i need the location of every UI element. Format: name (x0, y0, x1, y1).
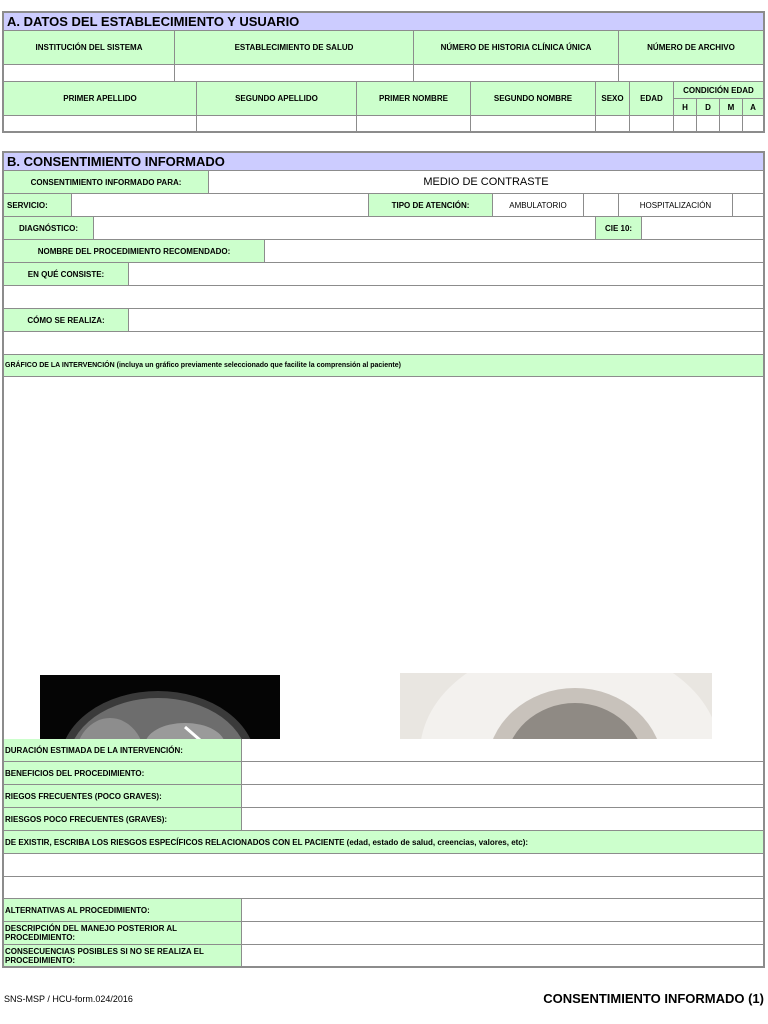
condicion-m-field[interactable] (720, 116, 743, 131)
diagnostico-field[interactable] (94, 217, 596, 240)
en-que-consiste-label: EN QUÉ CONSISTE: (4, 263, 129, 286)
establecimiento-field[interactable] (175, 65, 414, 82)
historia-clinica-header: NÚMERO DE HISTORIA CLÍNICA ÚNICA (414, 31, 619, 65)
riesgos-especificos-field-1[interactable] (4, 854, 763, 877)
section-b-title: B. CONSENTIMIENTO INFORMADO (4, 153, 763, 171)
primer-apellido-header: PRIMER APELLIDO (4, 82, 197, 116)
section-b (2, 151, 765, 968)
en-que-consiste-field[interactable] (129, 263, 763, 286)
condicion-d-field[interactable] (697, 116, 720, 131)
numero-archivo-header: NÚMERO DE ARCHIVO (619, 31, 763, 65)
procedimiento-label: NOMBRE DEL PROCEDIMIENTO RECOMENDADO: (4, 240, 265, 263)
diagnostico-label: DIAGNÓSTICO: (4, 217, 94, 240)
sexo-field[interactable] (596, 116, 630, 131)
servicio-field[interactable] (72, 194, 369, 217)
condicion-h-field[interactable] (674, 116, 697, 131)
tipo-atencion-label: TIPO DE ATENCIÓN: (369, 194, 493, 217)
historia-clinica-field[interactable] (414, 65, 619, 82)
cie-label: CIE 10: (596, 217, 642, 240)
como-se-realiza-label: CÓMO SE REALIZA: (4, 309, 129, 332)
page-title: CONSENTIMIENTO INFORMADO (1) (543, 991, 764, 1006)
section-a (2, 11, 765, 133)
edad-header: EDAD (630, 82, 674, 116)
consent-para-value[interactable]: MEDIO DE CONTRASTE (209, 171, 763, 194)
numero-archivo-field[interactable] (619, 65, 763, 82)
consecuencias-field[interactable] (242, 945, 763, 966)
condicion-m: M (720, 99, 743, 116)
establecimiento-header: ESTABLECIMIENTO DE SALUD (175, 31, 414, 65)
alternativas-field[interactable] (242, 899, 763, 922)
primer-nombre-header: PRIMER NOMBRE (357, 82, 471, 116)
riesgos-poco-frecuentes-label: RIESGOS POCO FRECUENTES (GRAVES): (4, 808, 242, 831)
segundo-nombre-field[interactable] (471, 116, 596, 131)
riesgos-frecuentes-label: RIEGOS FRECUENTES (POCO GRAVES): (4, 785, 242, 808)
riesgos-poco-frecuentes-field[interactable] (242, 808, 763, 831)
sexo-header: SEXO (596, 82, 630, 116)
condicion-a: A (743, 99, 763, 116)
beneficios-label: BENEFICIOS DEL PROCEDIMIENTO: (4, 762, 242, 785)
section-a-title: A. DATOS DEL ESTABLECIMIENTO Y USUARIO (4, 13, 763, 31)
servicio-label: SERVICIO: (4, 194, 72, 217)
riesgos-especificos-label: DE EXISTIR, ESCRIBA LOS RIESGOS ESPECÍFICOS RELACIONADOS CON EL PACIENTE (edad, estado de salud, creencias, valores, etc): (4, 831, 763, 854)
en-que-consiste-field-2[interactable] (4, 286, 763, 309)
primer-apellido-field[interactable] (4, 116, 197, 131)
riesgos-frecuentes-field[interactable] (242, 785, 763, 808)
grafico-area (4, 377, 763, 741)
segundo-apellido-header: SEGUNDO APELLIDO (197, 82, 357, 116)
hospitalizacion-label: HOSPITALIZACIÓN (619, 194, 733, 217)
ambulatorio-checkbox[interactable] (584, 194, 619, 217)
primer-nombre-field[interactable] (357, 116, 471, 131)
como-se-realiza-field-2[interactable] (4, 332, 763, 355)
institucion-header: INSTITUCIÓN DEL SISTEMA (4, 31, 175, 65)
cie-field[interactable] (642, 217, 763, 240)
hospitalizacion-checkbox[interactable] (733, 194, 763, 217)
como-se-realiza-field[interactable] (129, 309, 763, 332)
condicion-h: H (674, 99, 697, 116)
institucion-field[interactable] (4, 65, 175, 82)
condicion-d: D (697, 99, 720, 116)
riesgos-especificos-field-2[interactable] (4, 877, 763, 899)
condicion-a-field[interactable] (743, 116, 763, 131)
segundo-apellido-field[interactable] (197, 116, 357, 131)
consent-para-label: CONSENTIMIENTO INFORMADO PARA: (4, 171, 209, 194)
duracion-label: DURACIÓN ESTIMADA DE LA INTERVENCIÓN: (4, 739, 242, 762)
manejo-posterior-label: DESCRIPCIÓN DEL MANEJO POSTERIOR AL PROCEDIMIENTO: (4, 922, 242, 945)
edad-field[interactable] (630, 116, 674, 131)
form-code: SNS-MSP / HCU-form.024/2016 (4, 994, 133, 1004)
ambulatorio-label: AMBULATORIO (493, 194, 584, 217)
manejo-posterior-field[interactable] (242, 922, 763, 945)
segundo-nombre-header: SEGUNDO NOMBRE (471, 82, 596, 116)
duracion-field[interactable] (242, 739, 763, 762)
procedimiento-field[interactable] (265, 240, 763, 263)
consecuencias-label: CONSECUENCIAS POSIBLES SI NO SE REALIZA EL PROCEDIMIENTO: (4, 945, 242, 966)
condicion-edad-header: CONDICIÓN EDAD (674, 82, 763, 99)
beneficios-field[interactable] (242, 762, 763, 785)
alternativas-label: ALTERNATIVAS AL PROCEDIMIENTO: (4, 899, 242, 922)
grafico-label: GRÁFICO DE LA INTERVENCIÓN (incluya un gráfico previamente seleccionado que facilite la comprensión al paciente) (4, 355, 763, 377)
